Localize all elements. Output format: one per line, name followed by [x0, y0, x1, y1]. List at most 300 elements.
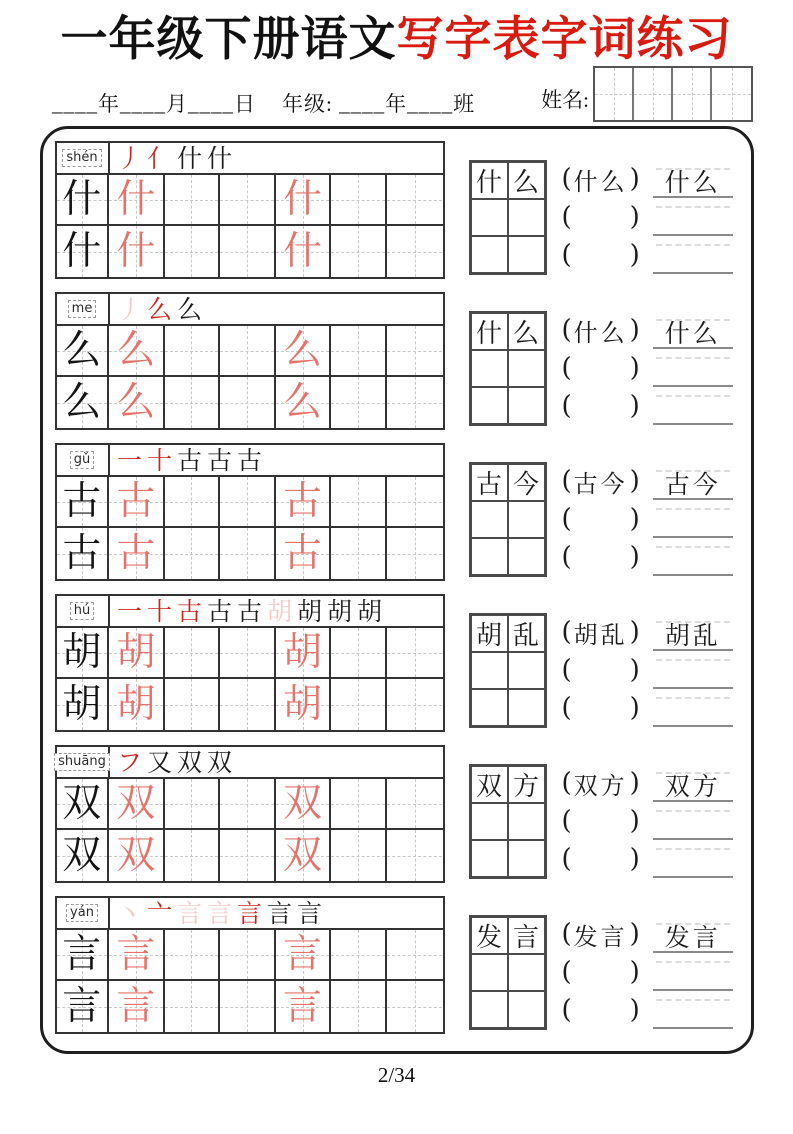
trace-character: 么: [283, 380, 323, 426]
trace-character: 双: [116, 781, 156, 827]
word-grid-cell: [508, 840, 545, 877]
write-lines-column: [653, 915, 733, 1029]
trace-character: 言: [283, 932, 323, 978]
lead-character: 么: [62, 380, 102, 426]
paren-close: ): [629, 353, 640, 384]
pinyin-stroke-row: [57, 294, 443, 326]
paren-word: 双方: [573, 771, 628, 800]
trace-character: 古: [283, 479, 323, 525]
write-line: 发言: [653, 915, 733, 953]
paren-open: (: [561, 844, 572, 875]
word-grid-cell: 乱: [508, 615, 545, 652]
practice-cell: [165, 830, 221, 881]
paren-row: [562, 462, 640, 500]
character-section: [55, 594, 751, 732]
name-grid-cell: [595, 68, 634, 120]
practice-cell: [331, 779, 387, 828]
paren-row: [562, 651, 640, 689]
practice-row: [57, 628, 443, 679]
practice-cell: [165, 930, 221, 979]
lead-character: 么: [62, 328, 102, 374]
word-grid-cell: [508, 652, 545, 689]
paren-row: [562, 689, 640, 727]
practice-cell: [165, 377, 221, 428]
write-line: [653, 198, 733, 236]
practice-cell: [165, 528, 221, 579]
practice-cell: [109, 830, 165, 881]
stroke-practice-table: [55, 896, 445, 1034]
word-grid-cell: [508, 199, 545, 236]
practice-cell: [387, 326, 443, 375]
practice-cell: [220, 175, 276, 224]
practice-cell: [387, 930, 443, 979]
practice-cell: [165, 226, 221, 277]
word-grid: [469, 764, 547, 879]
stroke-order-row: [110, 596, 443, 626]
trace-character: 古: [116, 531, 156, 577]
practice-cell: [331, 528, 387, 579]
practice-row: [57, 326, 443, 377]
practice-cell: [331, 226, 387, 277]
stroke-step: 丿: [116, 143, 142, 173]
parens-column: [562, 764, 640, 878]
stroke-step: 什: [206, 143, 232, 173]
stroke-practice-table: [55, 141, 445, 279]
practice-cell: [276, 628, 332, 677]
stroke-step: 双: [206, 747, 232, 777]
word-grid-cell: [471, 652, 508, 689]
pinyin-stroke-row: [57, 143, 443, 175]
practice-row: [57, 226, 443, 277]
write-line: [653, 689, 733, 727]
word-grid-cell: 什: [471, 313, 508, 350]
write-line: [653, 651, 733, 689]
trace-character: 言: [283, 984, 323, 1030]
practice-cell: [109, 679, 165, 730]
word-grid-cell: [471, 350, 508, 387]
practice-row: [57, 377, 443, 428]
write-lines-column: [653, 764, 733, 878]
paren-row: [562, 160, 640, 198]
trace-character: 双: [283, 833, 323, 879]
word-grid-cell: [471, 387, 508, 424]
stroke-step: 一: [116, 596, 142, 626]
word-exercise: [469, 311, 733, 430]
name-area: [541, 66, 753, 122]
word-grid-cell: [508, 538, 545, 575]
header-row: [0, 66, 793, 124]
word-grid-cell: [471, 538, 508, 575]
word-grid: [469, 311, 547, 426]
practice-row: [57, 779, 443, 830]
practice-cell: [165, 628, 221, 677]
pinyin-cell: [57, 596, 110, 626]
word-grid-cell: 发: [471, 917, 508, 954]
paren-row: [562, 840, 640, 878]
practice-cell: [109, 377, 165, 428]
write-line: [653, 991, 733, 1029]
paren-close: ): [629, 202, 640, 233]
practice-cell: [220, 779, 276, 828]
paren-open: (: [561, 240, 572, 271]
stroke-step: 胡: [296, 596, 322, 626]
word-exercise: [469, 764, 733, 883]
word-exercise: [469, 160, 733, 279]
stroke-step: 言: [296, 898, 322, 928]
paren-close: ): [629, 844, 640, 875]
trace-character: 胡: [116, 682, 156, 728]
practice-cell: [165, 175, 221, 224]
practice-cell: [165, 779, 221, 828]
write-line: 胡乱: [653, 613, 733, 651]
word-grid-cell: [471, 501, 508, 538]
paren-word: 胡乱: [573, 620, 628, 649]
trace-character: 什: [283, 177, 323, 223]
lead-character: 什: [62, 177, 102, 223]
title-red-part: 写字表字词练习: [396, 12, 733, 65]
practice-row: [57, 528, 443, 579]
parens-column: [562, 462, 640, 576]
word-grid: [469, 160, 547, 275]
stroke-order-row: [110, 445, 443, 475]
write-line: 什么: [653, 160, 733, 198]
word-grid: [469, 462, 547, 577]
word-grid-cell: 古: [471, 464, 508, 501]
paren-row: [562, 764, 640, 802]
stroke-step: 么: [146, 294, 172, 324]
stroke-practice-table: [55, 745, 445, 883]
stroke-step: 言: [266, 898, 292, 928]
lead-character-cell: [57, 679, 110, 730]
stroke-step: 胡: [356, 596, 382, 626]
word-grid-cell: 什: [471, 162, 508, 199]
stroke-step: 亻: [146, 143, 172, 173]
paren-close: ): [629, 617, 640, 648]
write-line: [653, 236, 733, 274]
lead-character: 双: [62, 833, 102, 879]
practice-cell: [276, 779, 332, 828]
write-lines-column: [653, 160, 733, 274]
write-line: [653, 349, 733, 387]
practice-cell: [276, 226, 332, 277]
paren-close: ): [629, 466, 640, 497]
word-grid: [469, 613, 547, 728]
stroke-step: 么: [176, 294, 202, 324]
lead-character-cell: [57, 981, 110, 1032]
practice-cell: [331, 981, 387, 1032]
paren-open: (: [561, 391, 572, 422]
write-line: 古今: [653, 462, 733, 500]
stroke-step: 古: [176, 445, 202, 475]
pinyin-label: shén: [62, 149, 101, 167]
practice-row: [57, 981, 443, 1032]
paren-row: [562, 387, 640, 425]
practice-cell: [331, 628, 387, 677]
stroke-step: 言: [176, 898, 202, 928]
lead-character: 胡: [62, 682, 102, 728]
name-grid-cell: [634, 68, 673, 120]
worksheet-page: [0, 12, 793, 1088]
paren-row: [562, 953, 640, 991]
paren-open: (: [561, 617, 572, 648]
paren-open: (: [561, 655, 572, 686]
practice-cell: [220, 628, 276, 677]
paren-open: (: [561, 315, 572, 346]
paren-row: [562, 236, 640, 274]
lead-character-cell: [57, 528, 110, 579]
stroke-step: 又: [146, 747, 172, 777]
lead-character-cell: [57, 326, 110, 375]
word-grid-cell: [471, 840, 508, 877]
pinyin-label: me: [68, 300, 97, 318]
practice-cell: [165, 981, 221, 1032]
stroke-step: 言: [206, 898, 232, 928]
practice-cell: [109, 528, 165, 579]
stroke-step: 古: [236, 596, 262, 626]
practice-cell: [220, 326, 276, 375]
practice-cell: [387, 175, 443, 224]
practice-cell: [276, 679, 332, 730]
pinyin-cell: [57, 445, 110, 475]
stroke-order-row: [110, 143, 443, 173]
word-grid-cell: [471, 199, 508, 236]
write-line: [653, 953, 733, 991]
word-grid-cell: [471, 803, 508, 840]
trace-character: 么: [116, 328, 156, 374]
character-section: [55, 292, 751, 430]
practice-cell: [165, 477, 221, 526]
write-line: 什么: [653, 311, 733, 349]
practice-cell: [387, 981, 443, 1032]
stroke-practice-table: [55, 594, 445, 732]
trace-character: 言: [116, 932, 156, 978]
stroke-step: 十: [146, 596, 172, 626]
paren-close: ): [629, 315, 640, 346]
lead-character: 古: [62, 479, 102, 525]
date-blanks: ____年____月____日: [52, 92, 256, 117]
stroke-step: フ: [116, 747, 142, 777]
date-grade-line: [52, 88, 475, 122]
practice-cell: [276, 175, 332, 224]
pinyin-stroke-row: [57, 445, 443, 477]
stroke-step: 丶: [116, 898, 142, 928]
parens-column: [562, 613, 640, 727]
stroke-step: 古: [176, 596, 202, 626]
lead-character: 言: [62, 984, 102, 1030]
practice-cell: [220, 830, 276, 881]
word-grid-cell: [471, 954, 508, 991]
practice-cell: [276, 326, 332, 375]
practice-cell: [220, 930, 276, 979]
stroke-step: 十: [146, 445, 172, 475]
lead-character: 古: [62, 531, 102, 577]
lead-character: 胡: [62, 630, 102, 676]
paren-row: [562, 802, 640, 840]
word-grid: [469, 915, 547, 1030]
word-grid-cell: 胡: [471, 615, 508, 652]
name-label: 姓名:: [541, 88, 589, 113]
write-line: [653, 500, 733, 538]
trace-character: 双: [283, 781, 323, 827]
grade-blanks: 年级: ____年____班: [282, 92, 476, 117]
paren-open: (: [561, 919, 572, 950]
paren-open: (: [561, 202, 572, 233]
practice-cell: [331, 830, 387, 881]
word-grid-cell: [471, 236, 508, 273]
practice-cell: [387, 226, 443, 277]
word-grid-cell: 今: [508, 464, 545, 501]
word-grid-cell: 么: [508, 313, 545, 350]
pinyin-stroke-row: [57, 898, 443, 930]
word-grid-cell: 么: [508, 162, 545, 199]
stroke-order-row: [110, 747, 443, 777]
paren-word: 什么: [573, 318, 628, 347]
pinyin-cell: [57, 747, 110, 777]
practice-cell: [109, 981, 165, 1032]
paren-close: ): [629, 693, 640, 724]
paren-close: ): [629, 240, 640, 271]
write-line: [653, 802, 733, 840]
trace-character: 古: [116, 479, 156, 525]
paren-close: ): [629, 768, 640, 799]
practice-cell: [387, 779, 443, 828]
pinyin-cell: [57, 143, 110, 173]
paren-close: ): [629, 655, 640, 686]
paren-open: (: [561, 542, 572, 573]
practice-row: [57, 477, 443, 528]
paren-word: 什么: [573, 167, 628, 196]
paren-row: [562, 349, 640, 387]
paren-open: (: [561, 957, 572, 988]
practice-cell: [165, 679, 221, 730]
character-section: [55, 745, 751, 883]
stroke-step: 一: [116, 445, 142, 475]
page-number: 2/34: [377, 1063, 416, 1088]
practice-cell: [276, 930, 332, 979]
practice-cell: [331, 326, 387, 375]
paren-open: (: [561, 466, 572, 497]
parens-column: [562, 311, 640, 425]
paren-close: ): [629, 391, 640, 422]
practice-cell: [331, 679, 387, 730]
name-grid-cell: [712, 68, 751, 120]
practice-row: [57, 930, 443, 981]
stroke-practice-table: [55, 443, 445, 581]
practice-cell: [387, 679, 443, 730]
write-line: [653, 387, 733, 425]
word-grid-cell: [471, 689, 508, 726]
trace-character: 什: [116, 177, 156, 223]
paren-close: ): [629, 542, 640, 573]
pinyin-label: hú: [70, 602, 94, 620]
word-grid-cell: [508, 387, 545, 424]
paren-row: [562, 500, 640, 538]
pinyin-cell: [57, 898, 110, 928]
lead-character-cell: [57, 175, 110, 224]
practice-cell: [387, 830, 443, 881]
title-black-part: 一年级下册语文: [60, 12, 397, 65]
character-section: [55, 896, 751, 1034]
word-grid-cell: 双: [471, 766, 508, 803]
practice-cell: [220, 226, 276, 277]
trace-character: 双: [116, 833, 156, 879]
paren-open: (: [561, 164, 572, 195]
parens-column: [562, 160, 640, 274]
parens-column: [562, 915, 640, 1029]
stroke-step: 古: [206, 445, 232, 475]
pinyin-label: yán: [66, 904, 98, 922]
trace-character: 什: [116, 229, 156, 275]
practice-row: [57, 679, 443, 730]
page-title: [0, 12, 793, 66]
lead-character-cell: [57, 830, 110, 881]
word-grid-cell: [508, 501, 545, 538]
paren-row: [562, 538, 640, 576]
practice-cell: [276, 377, 332, 428]
lead-character-cell: [57, 477, 110, 526]
paren-close: ): [629, 164, 640, 195]
practice-cell: [109, 226, 165, 277]
trace-character: 么: [283, 328, 323, 374]
lead-character: 什: [62, 229, 102, 275]
name-grid-cell: [673, 68, 712, 120]
paren-row: [562, 991, 640, 1029]
write-lines-column: [653, 462, 733, 576]
practice-cell: [109, 326, 165, 375]
lead-character-cell: [57, 377, 110, 428]
practice-cell: [109, 779, 165, 828]
character-section: [55, 443, 751, 581]
write-lines-column: [653, 613, 733, 727]
practice-row: [57, 830, 443, 881]
trace-character: 胡: [116, 630, 156, 676]
paren-row: [562, 915, 640, 953]
lead-character-cell: [57, 930, 110, 979]
paren-close: ): [629, 919, 640, 950]
paren-open: (: [561, 806, 572, 837]
paren-row: [562, 311, 640, 349]
practice-cell: [276, 528, 332, 579]
practice-row: [57, 175, 443, 226]
word-grid-cell: [508, 954, 545, 991]
practice-cell: [109, 930, 165, 979]
word-grid-cell: [508, 803, 545, 840]
stroke-step: 丿: [116, 294, 142, 324]
paren-close: ): [629, 806, 640, 837]
trace-character: 什: [283, 229, 323, 275]
word-grid-cell: [471, 991, 508, 1028]
word-grid-cell: [508, 689, 545, 726]
stroke-step: 言: [236, 898, 262, 928]
practice-cell: [276, 830, 332, 881]
paren-close: ): [629, 957, 640, 988]
stroke-order-row: [110, 294, 443, 324]
word-grid-cell: [508, 350, 545, 387]
paren-close: ): [629, 504, 640, 535]
paren-close: ): [629, 995, 640, 1026]
lead-character-cell: [57, 628, 110, 677]
lead-character-cell: [57, 779, 110, 828]
name-grid: [593, 66, 753, 122]
practice-cell: [387, 628, 443, 677]
practice-cell: [109, 175, 165, 224]
paren-word: 发言: [573, 922, 628, 951]
trace-character: 胡: [283, 630, 323, 676]
practice-cell: [276, 477, 332, 526]
word-exercise: [469, 462, 733, 581]
trace-character: 么: [116, 380, 156, 426]
stroke-step: 古: [236, 445, 262, 475]
